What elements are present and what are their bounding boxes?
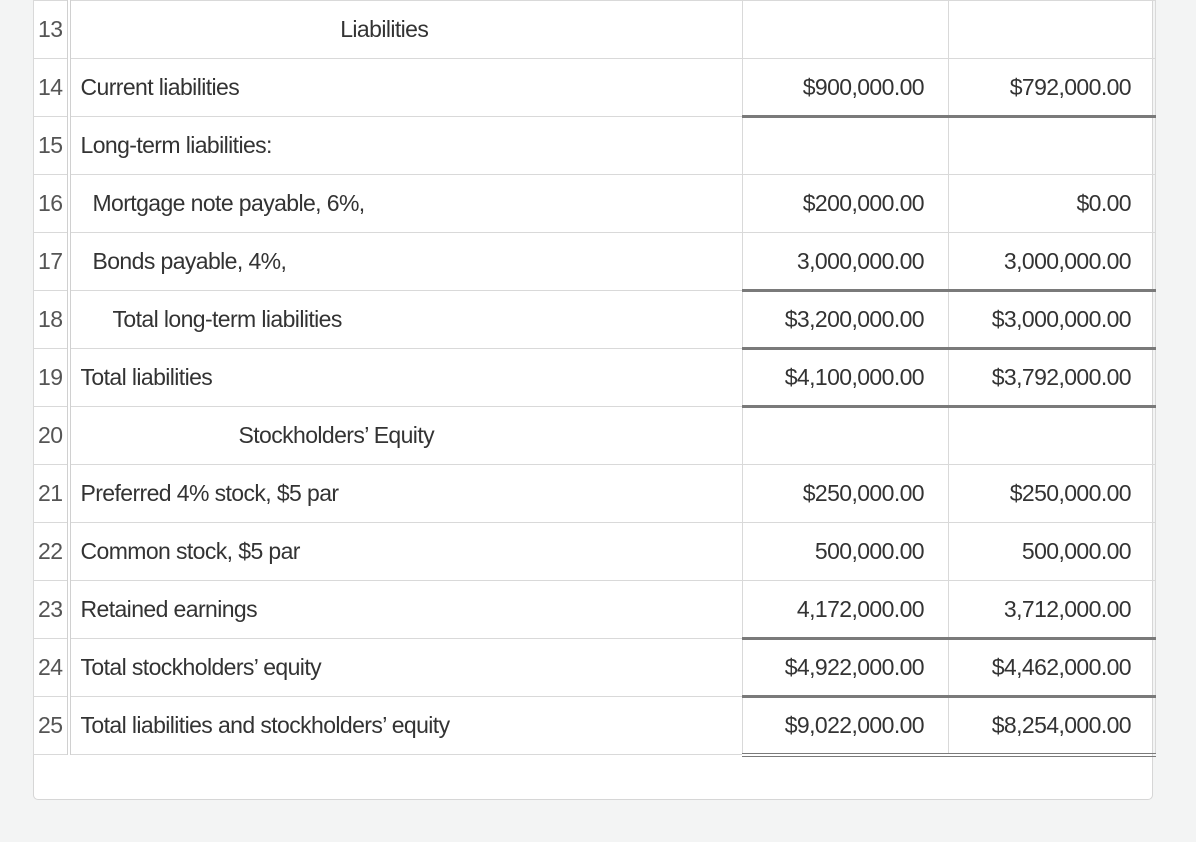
row-number: 20	[34, 407, 69, 465]
row-number: 16	[34, 175, 69, 233]
row-label[interactable]: Mortgage note payable, 6%,	[69, 175, 743, 233]
cell-col1[interactable]: $4,100,000.00	[743, 349, 949, 407]
section-heading-liabilities[interactable]: Liabilities	[69, 1, 743, 59]
cell-col1[interactable]: $4,922,000.00	[743, 639, 949, 697]
cell-col2[interactable]: $3,000,000.00	[949, 291, 1156, 349]
row-number: 21	[34, 465, 69, 523]
table-row	[34, 233, 1156, 291]
cell-col2[interactable]: $4,462,000.00	[949, 639, 1156, 697]
row-label[interactable]: Current liabilities	[69, 59, 743, 117]
cell-col1[interactable]	[743, 1, 949, 59]
cell-col1[interactable]: 4,172,000.00	[743, 581, 949, 639]
row-label[interactable]: Total long-term liabilities	[69, 291, 743, 349]
cell-col1[interactable]: $250,000.00	[743, 465, 949, 523]
table-row	[34, 349, 1156, 407]
cell-col2[interactable]: $250,000.00	[949, 465, 1156, 523]
cell-col2[interactable]	[949, 407, 1156, 465]
row-label[interactable]: Total liabilities and stockholders’ equity	[69, 697, 743, 755]
cell-col1[interactable]: $900,000.00	[743, 59, 949, 117]
cell-col2[interactable]: $8,254,000.00	[949, 697, 1156, 755]
table-row	[34, 465, 1156, 523]
row-label[interactable]: Common stock, $5 par	[69, 523, 743, 581]
table-row	[34, 59, 1156, 117]
cell-col1[interactable]: $9,022,000.00	[743, 697, 949, 755]
row-number: 13	[34, 1, 69, 59]
row-label[interactable]: Retained earnings	[69, 581, 743, 639]
cell-col2[interactable]: 3,712,000.00	[949, 581, 1156, 639]
table-row	[34, 117, 1156, 175]
table-row	[34, 291, 1156, 349]
row-label[interactable]: Total stockholders’ equity	[69, 639, 743, 697]
row-number: 17	[34, 233, 69, 291]
table-row	[34, 697, 1156, 755]
table-row	[34, 1, 1156, 59]
cell-col2[interactable]: $0.00	[949, 175, 1156, 233]
row-number: 23	[34, 581, 69, 639]
cell-col1[interactable]	[743, 407, 949, 465]
row-label[interactable]: Preferred 4% stock, $5 par	[69, 465, 743, 523]
table-row	[34, 407, 1156, 465]
cell-col1[interactable]: 500,000.00	[743, 523, 949, 581]
balance-sheet-grid	[33, 0, 1156, 757]
cell-col2[interactable]: $3,792,000.00	[949, 349, 1156, 407]
cell-col2[interactable]	[949, 117, 1156, 175]
table-row	[34, 175, 1156, 233]
row-number: 22	[34, 523, 69, 581]
row-label[interactable]: Total liabilities	[69, 349, 743, 407]
cell-col2[interactable]: 3,000,000.00	[949, 233, 1156, 291]
cell-col1[interactable]	[743, 117, 949, 175]
table-row	[34, 639, 1156, 697]
cell-col1[interactable]: 3,000,000.00	[743, 233, 949, 291]
row-number: 19	[34, 349, 69, 407]
row-number: 15	[34, 117, 69, 175]
cell-col2[interactable]: $792,000.00	[949, 59, 1156, 117]
cell-col1[interactable]: $3,200,000.00	[743, 291, 949, 349]
table-row	[34, 581, 1156, 639]
cell-col2[interactable]	[949, 1, 1156, 59]
row-label[interactable]: Long-term liabilities:	[69, 117, 743, 175]
cell-col1[interactable]: $200,000.00	[743, 175, 949, 233]
row-number: 14	[34, 59, 69, 117]
cell-col2[interactable]: 500,000.00	[949, 523, 1156, 581]
row-number: 24	[34, 639, 69, 697]
section-heading-equity[interactable]: Stockholders’ Equity	[69, 407, 743, 465]
row-label[interactable]: Bonds payable, 4%,	[69, 233, 743, 291]
table-row	[34, 523, 1156, 581]
row-number: 18	[34, 291, 69, 349]
row-number: 25	[34, 697, 69, 755]
